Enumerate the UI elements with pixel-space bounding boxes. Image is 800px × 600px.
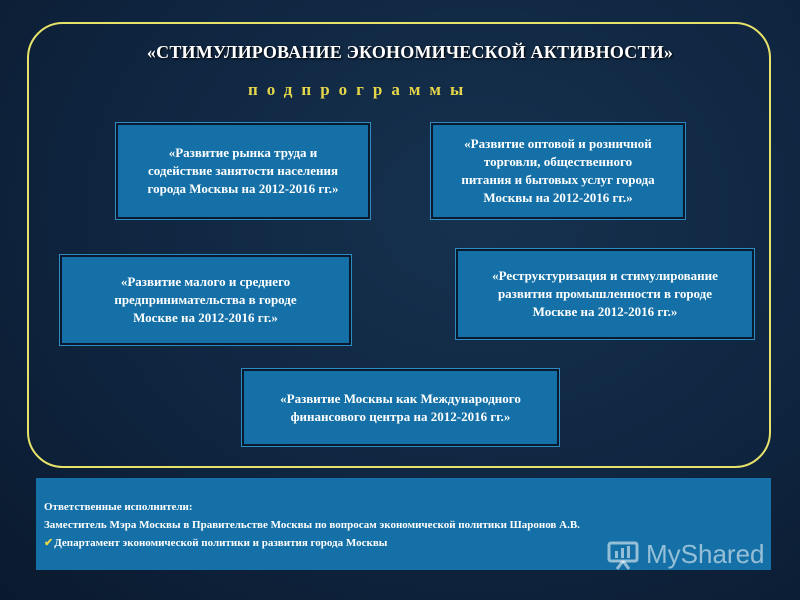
subprogram-small-business: «Развитие малого и среднего предпринимательства в городе Москве на 2012-2016 гг.» [60, 255, 351, 345]
responsible-line-2: Департамент экономической политики и развития города Москвы [54, 537, 388, 549]
responsible-heading: Ответственные исполнители: [44, 501, 193, 513]
responsible-line-1: Заместитель Мэра Москвы в Правительстве Москвы по вопросам экономической политики Шаронов А.В. [44, 519, 580, 531]
watermark-text: MyShared [646, 538, 765, 569]
subprogram-trade-services: «Развитие оптовой и розничной торговли, общественного питания и бытовых услуг города Москвы на 2012-2016 гг.» [431, 123, 685, 219]
checkmark-icon: ✔ [44, 537, 54, 549]
slide-title: «СТИМУЛИРОВАНИЕ ЭКОНОМИЧЕСКОЙ АКТИВНОСТИ» [146, 42, 674, 62]
subprogram-labor-market: «Развитие рынка труда и содействие занятости населения города Москвы на 2012-2016 гг.» [116, 123, 370, 219]
subprogram-financial-center: «Развитие Москвы как Международного финансового центра на 2012-2016 гг.» [242, 369, 559, 446]
watermark-logo [606, 534, 765, 574]
subprogram-industry: «Реструктуризация и стимулирование развития промышленности в городе Москве на 2012-2016 гг.» [456, 249, 754, 339]
presentation-icon [606, 537, 640, 571]
subtitle: подпрограммы [248, 80, 473, 99]
